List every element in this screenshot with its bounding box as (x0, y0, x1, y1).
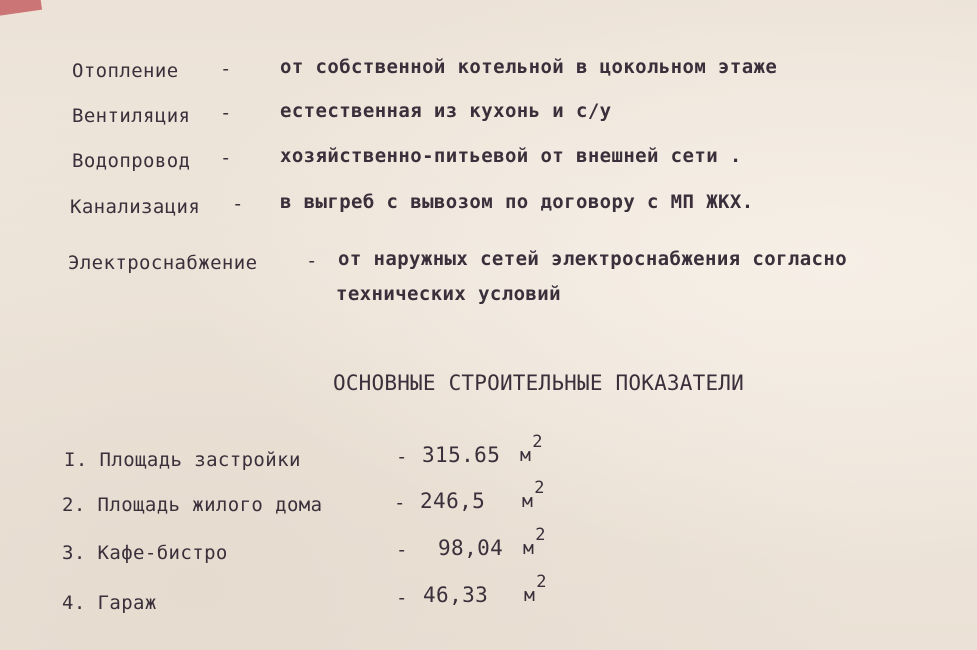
ventilation-value: естественная из кухонь и с/у (280, 100, 612, 122)
indicator-power-1: 2 (532, 432, 543, 452)
indicator-value-3: 98,04 (438, 536, 504, 560)
indicator-label-3: 3. Кафе-бистро (62, 542, 228, 564)
indicator-label-2: 2. Площадь жилого дома (62, 494, 323, 516)
electricity-value-line2: технических условий (336, 283, 561, 305)
heating-value: от собственной котельной в цокольном этаже (280, 56, 778, 78)
indicator-unit-2: м2 (522, 478, 545, 512)
heating-dash: - (220, 58, 232, 80)
indicator-dash-4: - (396, 587, 408, 609)
sewerage-dash: - (232, 193, 244, 215)
water-dash: - (220, 147, 232, 169)
electricity-dash: - (306, 250, 318, 272)
indicator-label-4: 4. Гараж (62, 592, 157, 614)
indicator-unit-4: м2 (524, 572, 547, 606)
indicator-dash-3: - (396, 539, 408, 561)
electricity-value-line1: от наружных сетей электроснабжения согласно (338, 248, 848, 270)
indicator-label-1: I. Площадь застройки (64, 449, 301, 471)
water-value: хозяйственно-питьевой от внешней сети . (280, 145, 742, 167)
indicator-power-2: 2 (534, 478, 545, 498)
ventilation-label: Вентиляция (72, 105, 191, 127)
corner-mark (0, 0, 42, 18)
indicator-unit-1: м2 (520, 432, 543, 466)
indicator-power-4: 2 (536, 572, 547, 592)
indicators-title: ОСНОВНЫЕ СТРОИТЕЛЬНЫЕ ПОКАЗАТЕЛИ (333, 371, 744, 395)
sewerage-label: Канализация (70, 196, 201, 218)
indicator-value-1: 315.65 (422, 443, 501, 467)
electricity-label: Электроснабжение (68, 252, 258, 274)
indicator-value-2: 246,5 (420, 489, 486, 513)
ventilation-dash: - (220, 102, 232, 124)
indicator-power-3: 2 (535, 525, 546, 545)
indicator-unit-3: м2 (523, 525, 546, 559)
indicator-value-4: 46,33 (423, 583, 489, 607)
water-label: Водопровод (72, 150, 191, 172)
heating-label: Отопление (72, 60, 179, 82)
indicator-dash-2: - (394, 492, 406, 514)
indicator-dash-1: - (396, 446, 408, 468)
sewerage-value: в выгреб с вывозом по договору с МП ЖКХ. (280, 191, 754, 213)
